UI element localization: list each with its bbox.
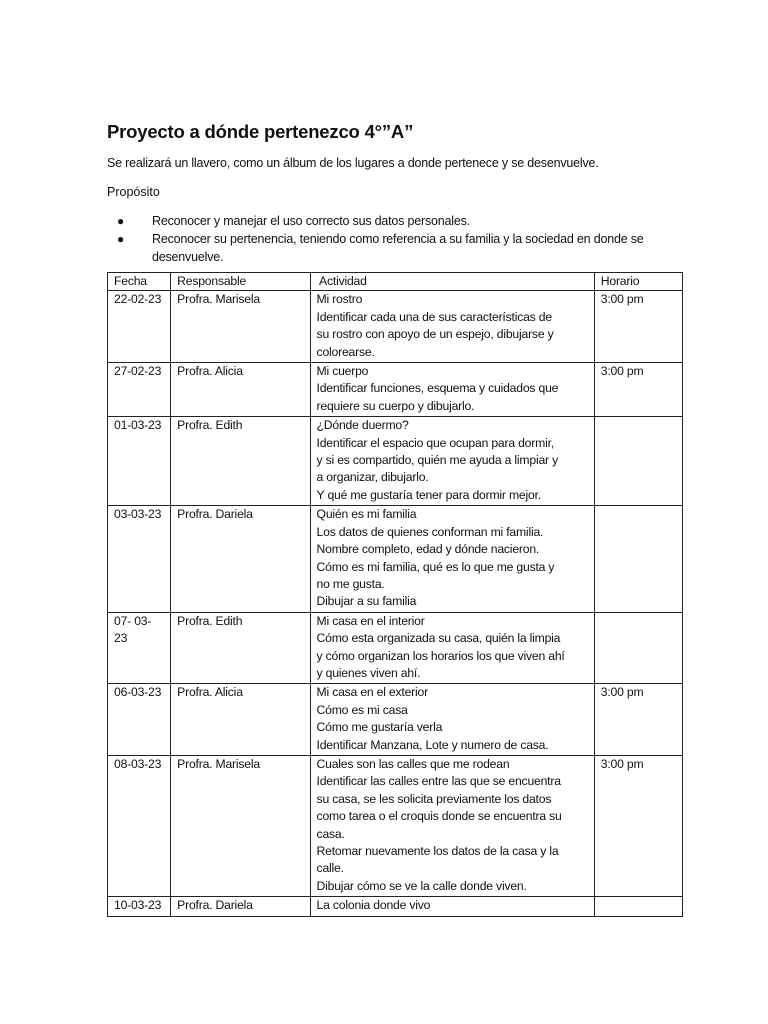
cell-time (594, 417, 682, 506)
table-row (108, 291, 683, 363)
cell-time: 3:00 pm (594, 755, 682, 896)
purpose-item (107, 212, 687, 230)
activity-line: Identificar cada una de sus características de (316, 309, 552, 324)
activity-line: no me gusta. (316, 576, 385, 591)
header-activity: Actividad (310, 273, 594, 291)
activity-line: Cómo es mi familia, qué es lo que me gusta y (316, 559, 555, 574)
cell-activity (310, 291, 594, 363)
activity-line: Y qué me gustaría tener para dormir mejor. (316, 487, 541, 502)
activity-title: Quién es mi familia (316, 507, 417, 522)
header-time: Horario (594, 273, 682, 291)
cell-responsible: Profra. Alicia (171, 684, 310, 756)
activity-title: Mi casa en el interior (316, 613, 425, 628)
activity-line: colorearse. (316, 344, 375, 359)
activity-line: Nombre completo, edad y dónde nacieron. (316, 542, 540, 557)
cell-activity (310, 897, 594, 916)
activity-title: La colonia donde vivo (316, 898, 431, 913)
cell-date: 27-02-23 (108, 363, 171, 417)
purpose-item-text: Reconocer su pertenencia, teniendo como referencia a su familia y la sociedad en donde se desenvuelve. (152, 232, 644, 264)
cell-date: 22-02-23 (108, 291, 171, 363)
activity-line: Identificar Manzana, Lote y numero de casa. (316, 737, 549, 752)
cell-date: 03-03-23 (108, 506, 171, 612)
purpose-item (107, 230, 687, 266)
activity-title: Mi rostro (316, 292, 363, 307)
cell-date: 10-03-23 (108, 897, 171, 916)
purpose-heading: Propósito (107, 185, 160, 199)
activity-line: Dibujar a su familia (316, 594, 417, 609)
cell-activity (310, 417, 594, 506)
cell-time (594, 612, 682, 684)
cell-responsible: Profra. Marisela (171, 755, 310, 896)
cell-activity (310, 684, 594, 756)
table-row (108, 417, 683, 506)
activity-title: Mi casa en el exterior (316, 685, 428, 700)
cell-responsible: Profra. Edith (171, 612, 310, 684)
schedule-body (108, 291, 683, 916)
purpose-item-text: Reconocer y manejar el uso correcto sus datos personales. (152, 214, 470, 228)
activity-line: y si es compartido, quién me ayuda a limpiar y (316, 453, 558, 468)
cell-time (594, 897, 682, 916)
cell-date: 07- 03-23 (108, 612, 171, 684)
activity-line: requiere su cuerpo y dibujarlo. (316, 398, 475, 413)
table-row (108, 612, 683, 684)
cell-time: 3:00 pm (594, 291, 682, 363)
header-responsible: Responsable (171, 273, 310, 291)
activity-line: su casa, se les solicita previamente los datos (316, 791, 552, 806)
cell-date: 06-03-23 (108, 684, 171, 756)
cell-responsible: Profra. Dariela (171, 506, 310, 612)
activity-line: Los datos de quienes conforman mi familia. (316, 524, 544, 539)
activity-line: Cómo es mi casa (316, 702, 408, 717)
activity-line: Cómo esta organizada su casa, quién la limpia (316, 631, 561, 646)
activity-line: casa. (316, 826, 345, 841)
bullet-icon: ● (117, 214, 125, 228)
table-row (108, 684, 683, 756)
table-row (108, 506, 683, 612)
activity-line: su rostro con apoyo de un espejo, dibujarse y (316, 327, 554, 342)
cell-date: 08-03-23 (108, 755, 171, 896)
activity-line: Retomar nuevamente los datos de la casa y la (316, 844, 559, 858)
cell-responsible: Profra. Dariela (171, 897, 310, 916)
cell-responsible: Profra. Edith (171, 417, 310, 506)
header-date: Fecha (108, 273, 171, 291)
activity-line: y cómo organizan los horarios los que viven ahí (316, 648, 565, 663)
schedule-table (107, 272, 683, 917)
activity-line: y quienes viven ahí. (316, 665, 421, 680)
activity-line: a organizar, dibujarlo. (316, 470, 429, 485)
document-title: Proyecto a dónde pertenezco 4°”A” (107, 121, 414, 142)
cell-activity (310, 363, 594, 417)
purpose-list (107, 212, 687, 266)
cell-activity (310, 755, 594, 896)
activity-title: ¿Dónde duermo? (316, 418, 409, 433)
bullet-icon: ● (117, 232, 125, 246)
activity-line: Identificar las calles entre las que se encuentra (316, 774, 561, 789)
cell-responsible: Profra. Marisela (171, 291, 310, 363)
cell-date: 01-03-23 (108, 417, 171, 506)
document-page (107, 120, 687, 917)
activity-line: Identificar el espacio que ocupan para dormir, (316, 435, 554, 450)
cell-time (594, 506, 682, 612)
cell-time: 3:00 pm (594, 684, 682, 756)
cell-activity (310, 612, 594, 684)
intro-paragraph: Se realizará un llavero, como un álbum de los lugares a donde pertenece y se desenvuelve. (107, 156, 599, 170)
table-row (108, 363, 683, 417)
activity-line: Dibujar cómo se ve la calle donde viven. (316, 878, 527, 893)
table-row (108, 755, 683, 896)
activity-title: Cuales son las calles que me rodean (316, 756, 510, 771)
activity-line: Identificar funciones, esquema y cuidados que (316, 381, 559, 396)
table-header-row (108, 273, 683, 291)
cell-time: 3:00 pm (594, 363, 682, 417)
cell-responsible: Profra. Alicia (171, 363, 310, 417)
activity-line: calle. (316, 861, 344, 876)
table-row (108, 897, 683, 916)
activity-line: Cómo me gustaría verla (316, 720, 443, 735)
activity-line: como tarea o el croquis donde se encuentra su (316, 809, 562, 824)
cell-activity (310, 506, 594, 612)
activity-title: Mi cuerpo (316, 364, 369, 379)
